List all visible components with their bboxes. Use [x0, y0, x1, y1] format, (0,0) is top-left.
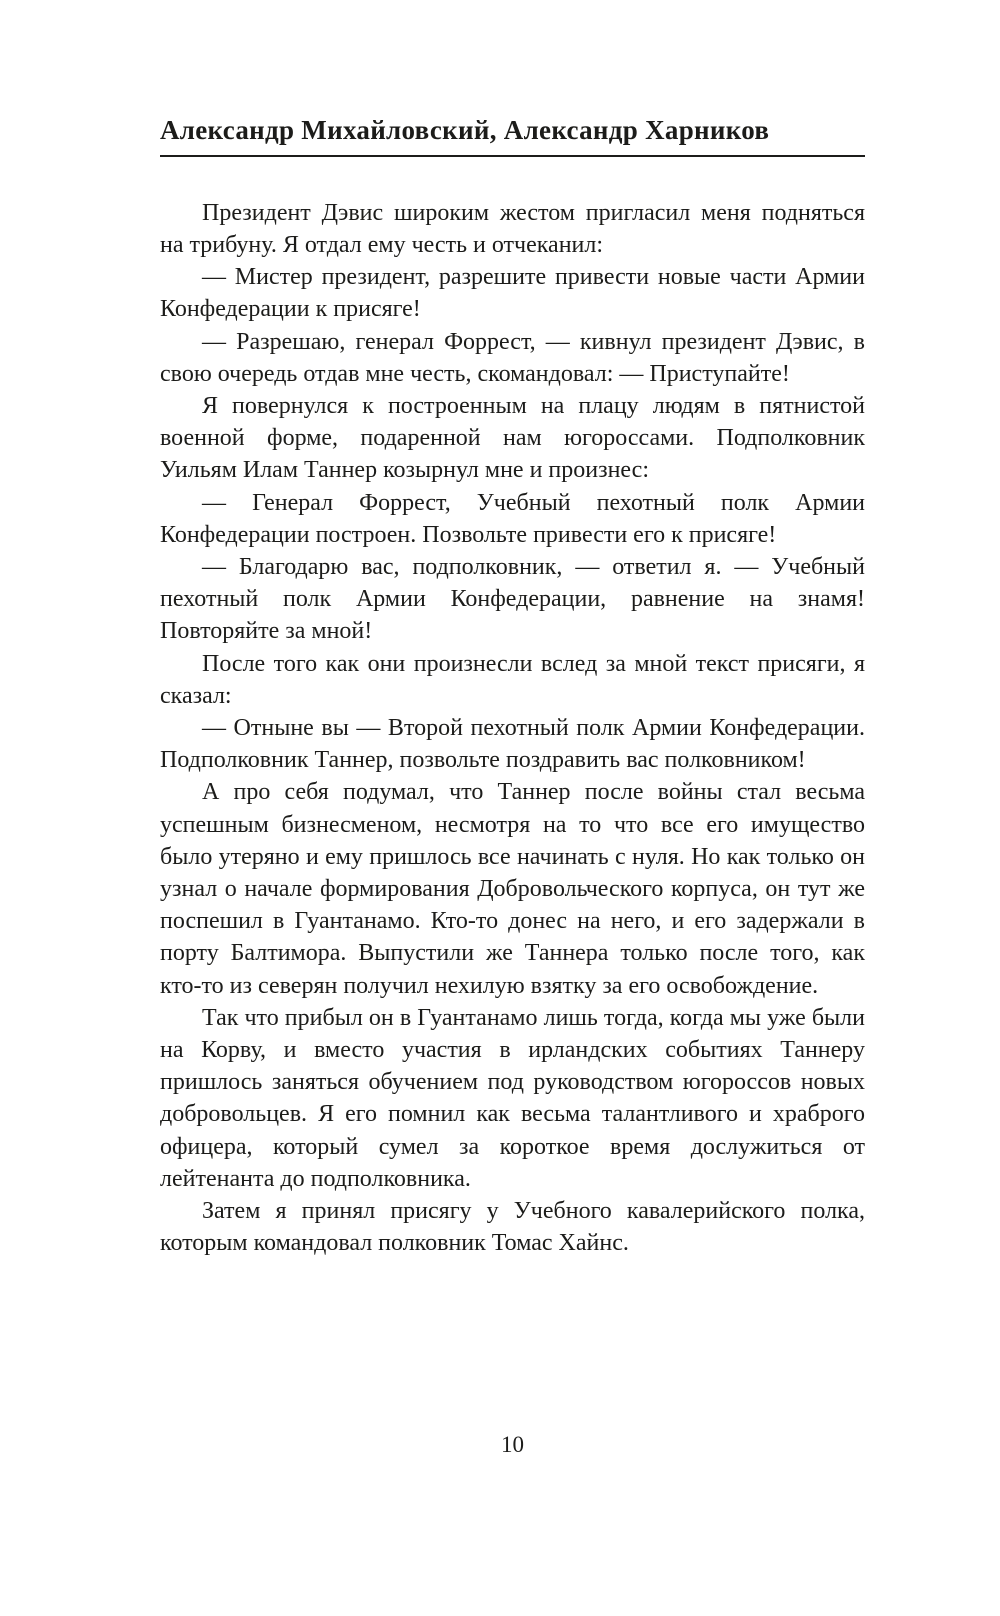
page-header — [160, 116, 865, 157]
paragraph: После того как они произнесли вслед за мной текст присяги, я сказал: — [160, 650, 865, 709]
paragraph: Я повернулся к построенным на плацу людям в пятнистой военной форме, подаренной нам югороссами. Подполковник Уильям Илам Таннер козырнул мне и произнес: — [160, 392, 865, 484]
paragraph: Затем я принял присягу у Учебного кавалерийского полка, которым командовал полковник Томас Хайнс. — [160, 1197, 865, 1257]
header-rule — [160, 155, 865, 157]
paragraph: Так что прибыл он в Гуантанамо лишь тогда, когда мы уже были на Корву, и вместо участия в ирландских событиях Таннеру пришлось заняться обучением под руководством югороссов новых добровольцев. Я его помнил как весьма талантливого и храброго офицера, который сумел за короткое время дослужиться от лейтенанта до подполковника. — [160, 1004, 865, 1192]
paragraph: — Разрешаю, генерал Форрест, — кивнул президент Дэвис, в свою очередь отдав мне честь, скомандовал: — Приступайте! — [160, 328, 865, 387]
page-footer — [160, 1432, 865, 1458]
paragraph: — Благодарю вас, подполковник, — ответил я. — Учебный пехотный полк Армии Конфедерации, равнение на знамя! Повторяйте за мной! — [160, 553, 865, 645]
page-number: 10 — [501, 1432, 524, 1457]
paragraph: — Генерал Форрест, Учебный пехотный полк Армии Конфедерации построен. Позвольте привести его к присяге! — [160, 489, 865, 548]
paragraph: — Мистер президент, разрешите привести новые части Армии Конфедерации к присяге! — [160, 264, 865, 323]
running-header-authors: Александр Михайловский, Александр Харников — [160, 115, 770, 145]
paragraph: — Отныне вы — Второй пехотный полк Армии Конфедерации. Подполковник Таннер, позвольте поздравить вас полковником! — [160, 714, 865, 774]
paragraph: А про себя подумал, что Таннер после войны стал весьма успешным бизнесменом, несмотря на то что все его имущество было утеряно и ему пришлось все начинать с нуля. Но как только он узнал о начале формирования Добровольческого корпуса, он тут же поспешил в Гуантанамо. Кто-то донес на него, и его задержали в порту Балтимора. Выпустили же Таннера только после того, как кто-то из северян получил нехилую взятку за его освобождение. — [160, 779, 865, 999]
paragraph: Президент Дэвис широким жестом пригласил меня подняться на трибуну. Я отдал ему честь и отчеканил: — [160, 199, 865, 258]
body-text — [160, 197, 865, 1260]
